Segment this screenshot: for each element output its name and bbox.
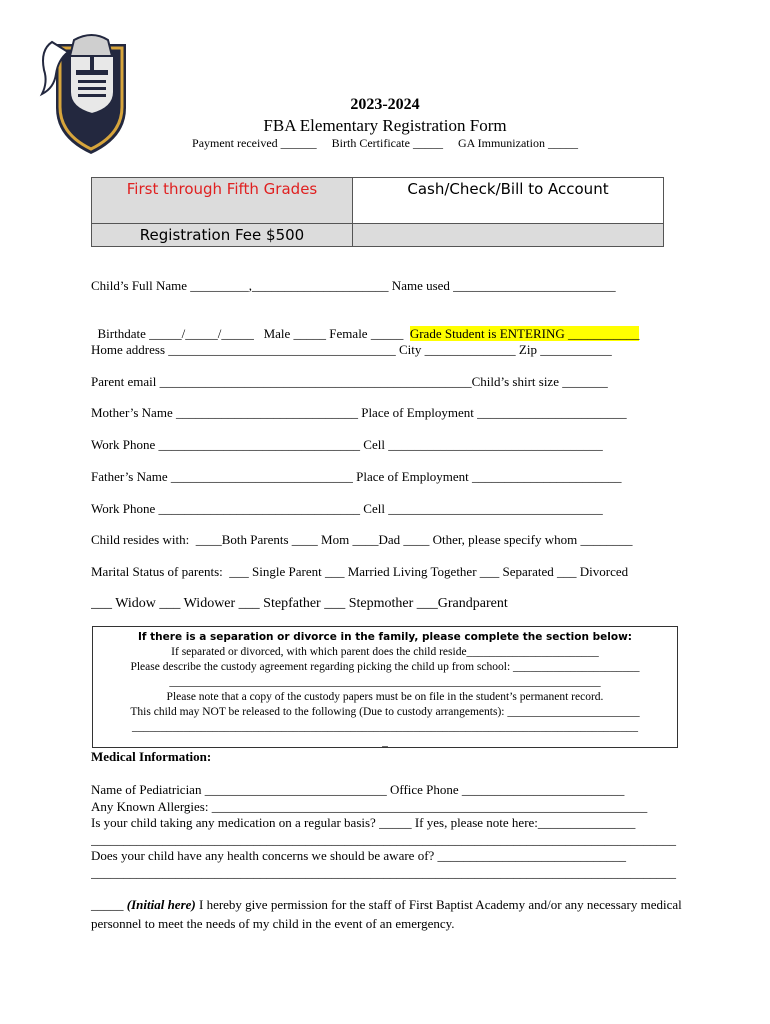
grades-cell: First through Fifth Grades	[92, 178, 353, 224]
parent-email-line[interactable]: Parent email ________________________________________________Child’s shirt size _______	[91, 374, 608, 389]
resides-with-line[interactable]: Child resides with: ____Both Parents ____ Mom ____Dad ____ Other, please specify whom ________	[91, 532, 633, 547]
immunization-field[interactable]: GA Immunization _____	[457, 136, 578, 150]
separation-section	[92, 626, 678, 748]
medical-heading: Medical Information:	[91, 749, 212, 764]
allergies-line[interactable]: Any Known Allergies: ___________________________________________________________________	[91, 798, 648, 814]
custody-agreement-continuation[interactable]: ___________________________________________________________________________	[169, 676, 601, 688]
grade-entering-field[interactable]: Grade Student is ENTERING ___________	[409, 326, 640, 341]
not-released-field[interactable]: This child may NOT be released to the following (Due to custody arrangements): _______________________	[130, 706, 640, 718]
school-year: 2023-2024	[350, 96, 420, 113]
custody-papers-note: Please note that a copy of the custody papers must be on file in the student’s permanent record.	[166, 691, 604, 703]
health-concerns-continuation[interactable]: __________________________________________________________________________________________	[91, 864, 676, 880]
health-concerns-line[interactable]: Does your child have any health concerns we should be aware of? _____________________________	[91, 848, 627, 863]
mother-name-line[interactable]: Mother’s Name ____________________________ Place of Employment _______________________	[91, 405, 627, 420]
reside-with-field[interactable]: If separated or divorced, with which parent does the child reside_______________________	[171, 646, 599, 658]
fee-table	[91, 177, 664, 247]
marital-status-line-2[interactable]: ___ Widow ___ Widower ___ Stepfather ___ Stepmother ___Grandparent	[91, 596, 508, 611]
office-use-line	[0, 136, 770, 151]
pediatrician-line[interactable]: Name of Pediatrician ____________________________ Office Phone _________________________	[91, 782, 625, 797]
registration-fee-cell: Registration Fee $500	[92, 224, 353, 247]
birthdate-gender-fields[interactable]: Birthdate _____/_____/_____ Male _____ Female _____	[97, 326, 410, 341]
permission-text: I hereby give permission for the staff of First Baptist Academy and/or any necessary medical personnel to meet the needs of my child in the event of an emergency.	[91, 897, 682, 931]
fee-blank-cell[interactable]	[353, 224, 664, 247]
father-work-phone-line[interactable]: Work Phone _______________________________ Cell _________________________________	[91, 501, 603, 516]
separation-heading: If there is a separation or divorce in the family, please complete the section below:	[138, 631, 632, 643]
initial-label: (Initial here)	[126, 897, 196, 912]
not-released-continuation[interactable]: ________________________________________________________________________________________	[132, 721, 638, 733]
father-name-line[interactable]: Father’s Name ____________________________ Place of Employment _______________________	[91, 469, 622, 484]
home-address-line[interactable]: Home address ___________________________________ City ______________ Zip ___________	[91, 342, 612, 357]
form-title: FBA Elementary Registration Form	[263, 116, 507, 135]
medication-line[interactable]: Is your child taking any medication on a regular basis? _____ If yes, please note here:_______________	[91, 815, 636, 830]
birth-certificate-field[interactable]: Birth Certificate _____	[331, 136, 443, 150]
custody-agreement-field[interactable]: Please describe the custody agreement regarding picking the child up from school: ______________________	[130, 661, 640, 673]
permission-statement	[91, 895, 691, 933]
child-name-line[interactable]: Child’s Full Name _________,_____________________ Name used _________________________	[91, 278, 616, 293]
initial-blank[interactable]: _____	[91, 897, 124, 912]
birthdate-line[interactable]	[91, 310, 681, 342]
payment-received-field[interactable]: Payment received ______	[192, 136, 317, 150]
marital-status-line[interactable]: Marital Status of parents: ___ Single Parent ___ Married Living Together ___ Separated ___ Divorced	[91, 564, 629, 579]
mother-work-phone-line[interactable]: Work Phone _______________________________ Cell _________________________________	[91, 437, 603, 452]
medication-continuation[interactable]: __________________________________________________________________________________________	[91, 831, 676, 847]
payment-method-cell: Cash/Check/Bill to Account	[353, 178, 664, 224]
trailing-underscore: _	[382, 736, 388, 748]
medical-section	[91, 782, 691, 881]
